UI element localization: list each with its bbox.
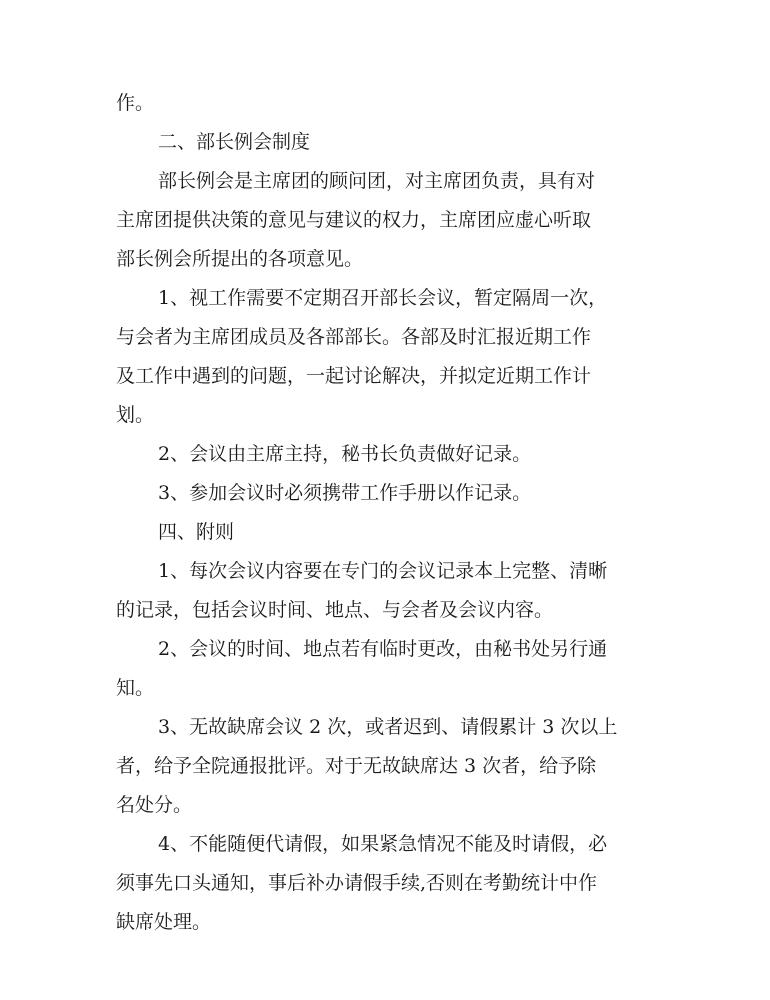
text-line: 1、视工作需要不定期召开部长会议，暂定隔周一次， bbox=[158, 287, 608, 309]
text-line: 4、不能随便代请假，如果紧急情况不能及时请假，必 bbox=[158, 833, 608, 855]
text-line: 部长例会所提出的各项意见。 bbox=[116, 248, 364, 270]
text-line: 缺席处理。 bbox=[116, 911, 212, 933]
text-line: 名处分。 bbox=[116, 794, 193, 816]
text-line: 划。 bbox=[116, 404, 155, 426]
text-line: 2、会议的时间、地点若有临时更改，由秘书处另行通 bbox=[158, 638, 608, 660]
text-line: 主席团提供决策的意见与建议的权力，主席团应虚心听取 bbox=[116, 209, 592, 231]
text-line: 者，给予全院通报批评。对于无故缺席达 3 次者，给予除 bbox=[116, 755, 597, 777]
text-line: 3、参加会议时必须携带工作手册以作记录。 bbox=[158, 482, 532, 504]
text-line: 1、每次会议内容要在专门的会议记录本上完整、清晰 bbox=[158, 560, 608, 582]
text-line: 部长例会是主席团的顾问团，对主席团负责，具有对 bbox=[158, 170, 596, 192]
text-line: 及工作中遇到的问题，一起讨论解决，并拟定近期工作计 bbox=[116, 365, 592, 387]
text-line: 3、无故缺席会议 2 次，或者迟到、请假累计 3 次以上 bbox=[158, 716, 618, 738]
section-heading: 四、附则 bbox=[158, 521, 235, 543]
text-line: 的记录，包括会议时间、地点、与会者及会议内容。 bbox=[116, 599, 554, 621]
text-line: 作。 bbox=[116, 92, 155, 114]
text-line: 须事先口头通知，事后补办请假手续,否则在考勤统计中作 bbox=[116, 872, 598, 894]
text-line: 与会者为主席团成员及各部部长。各部及时汇报近期工作 bbox=[116, 326, 592, 348]
section-heading: 二、部长例会制度 bbox=[158, 131, 311, 153]
text-line: 知。 bbox=[116, 677, 155, 699]
text-line: 2、会议由主席主持，秘书长负责做好记录。 bbox=[158, 443, 532, 465]
